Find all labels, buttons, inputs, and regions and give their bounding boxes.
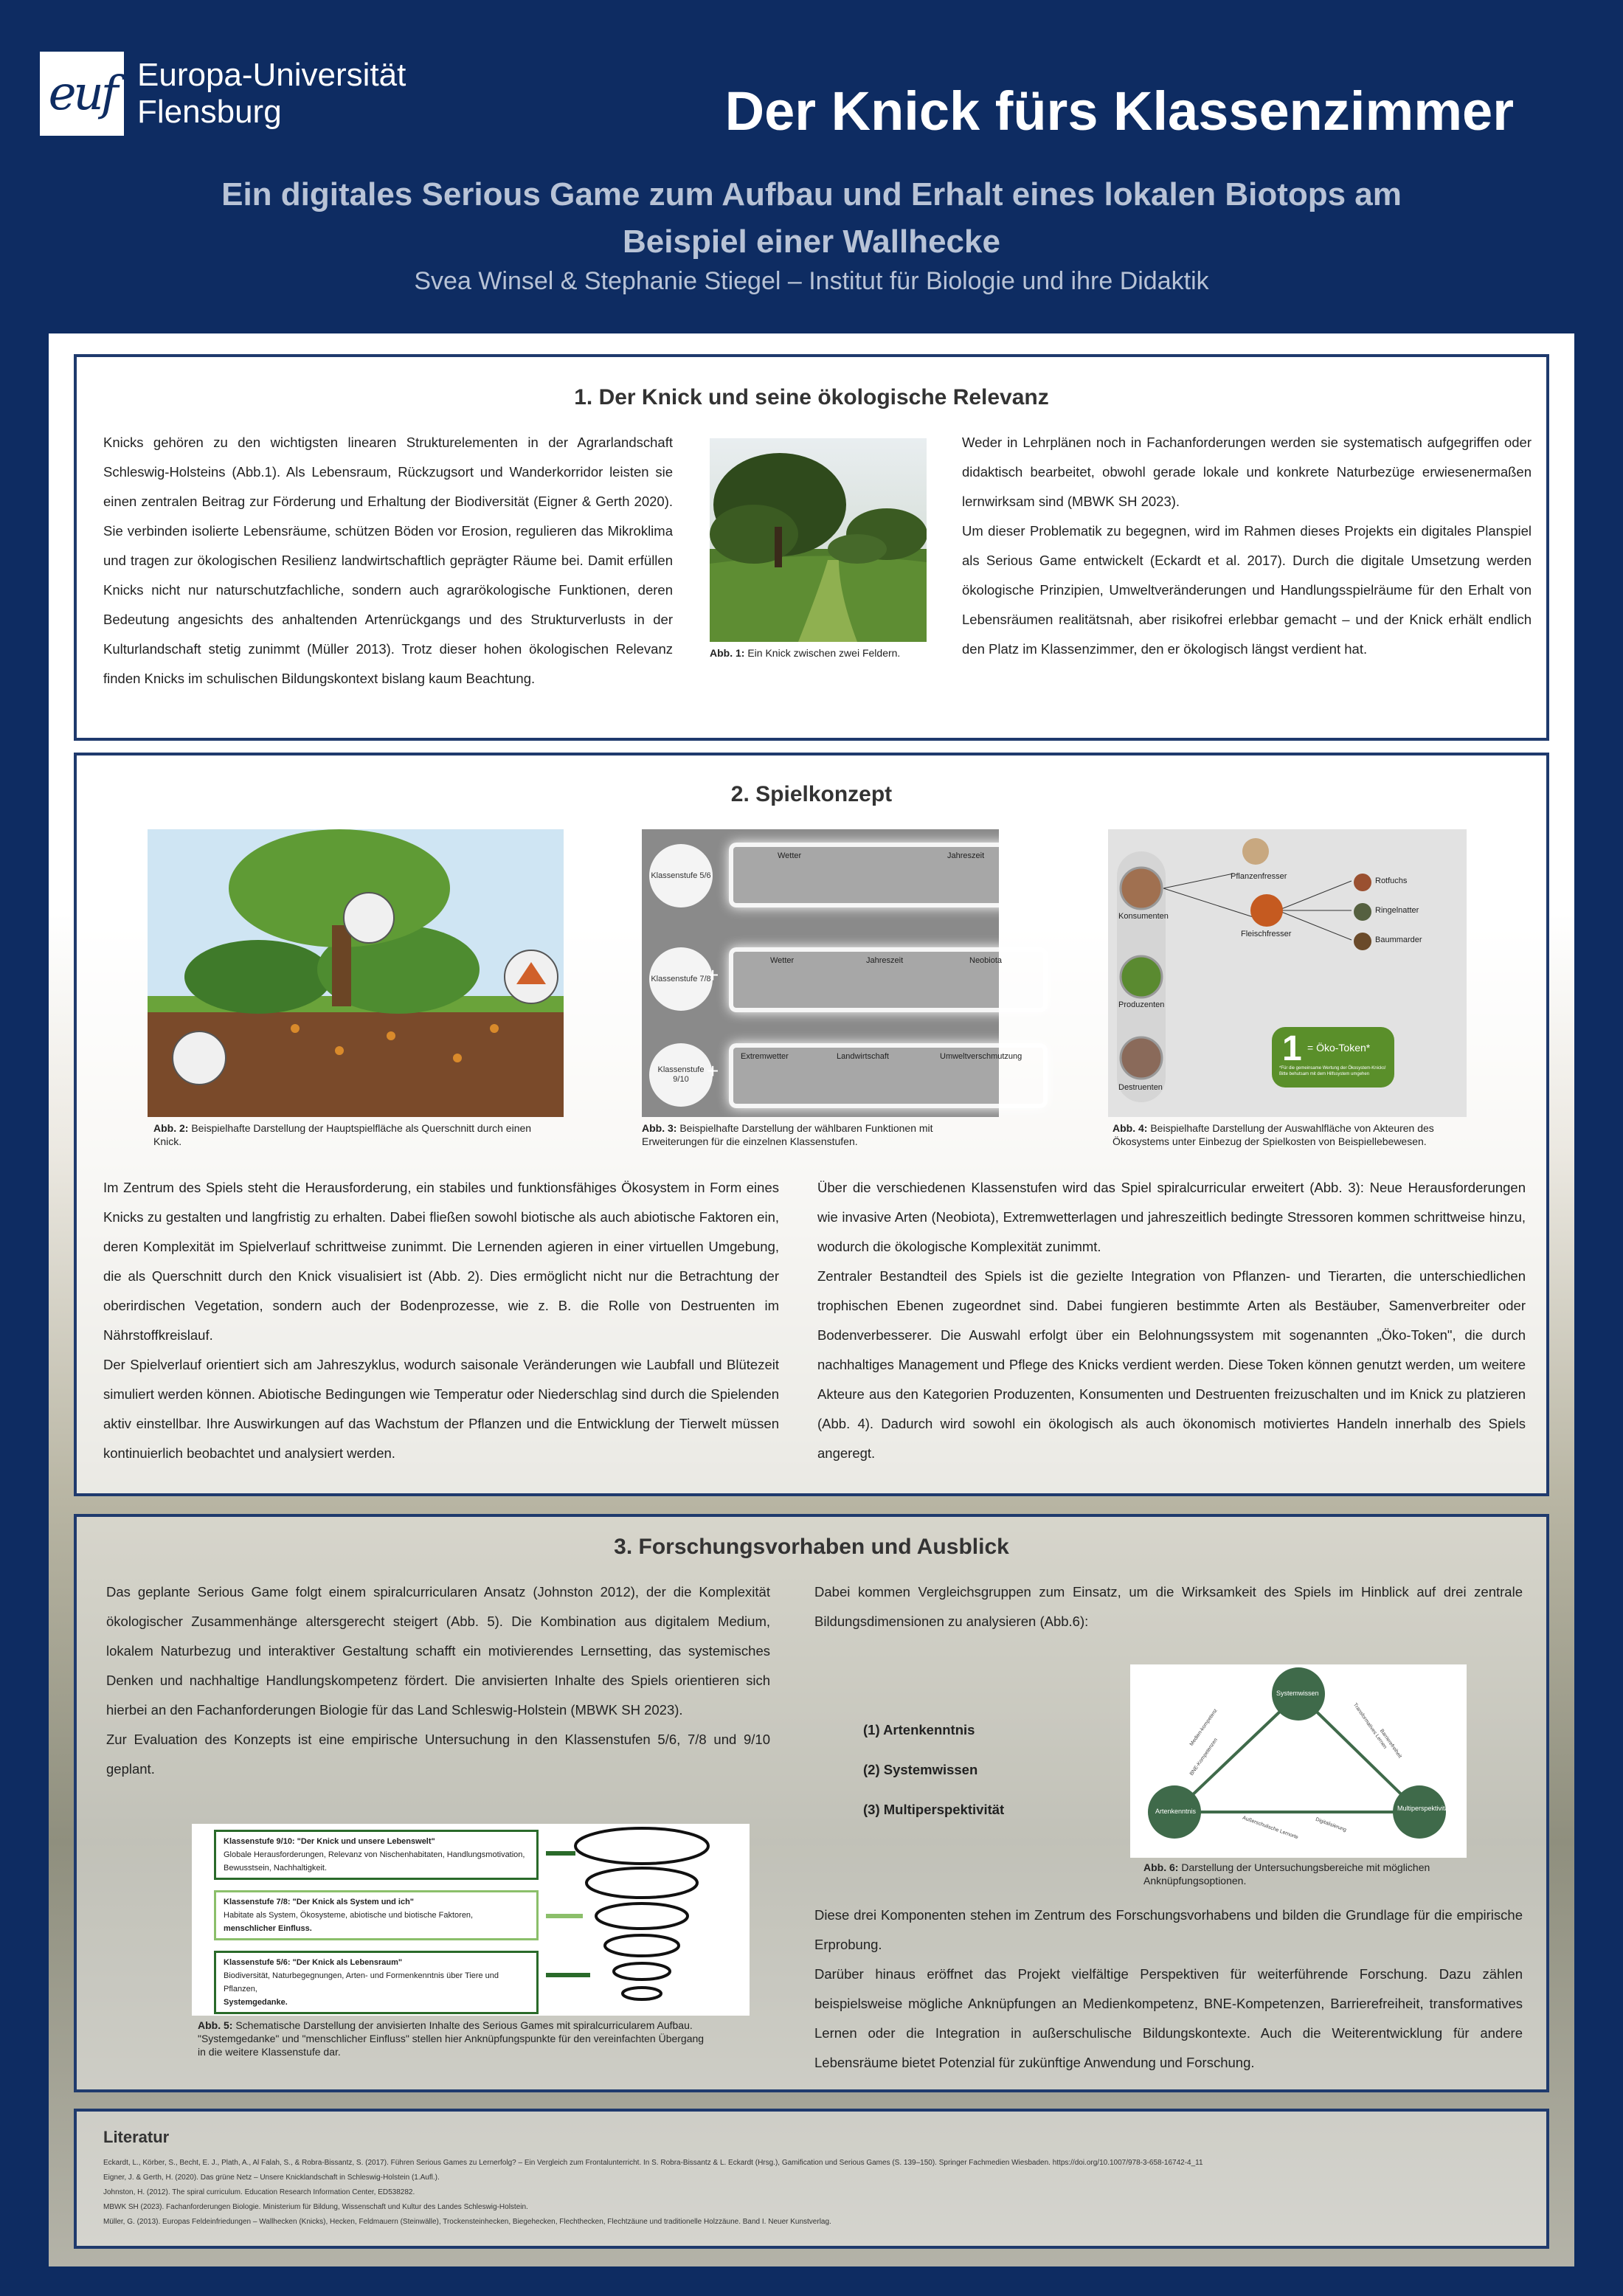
functions-diagram [642, 829, 1022, 1117]
edge-label: BNE-Kompetenzen [1188, 1737, 1219, 1777]
authors: Svea Winsel & Stephanie Stiegel – Institut für Biologie und ihre Didaktik [414, 267, 1209, 295]
section-1 [74, 354, 1549, 741]
functions-row-1: Wetter Jahreszeit [729, 843, 1048, 907]
level-9-10: Klassenstufe 9/10 [649, 1043, 713, 1107]
node-systemwissen: Systemwissen [1276, 1690, 1319, 1697]
level-5-6: Klassenstufe 5/6 [649, 844, 713, 907]
label-pflanzenfresser: Pflanzenfresser [1231, 872, 1287, 881]
fig6-caption: Abb. 6: Darstellung der Untersuchungsbereiche mit möglichen Anknüpfungsoptionen. [1143, 1861, 1430, 1887]
plus-icon: + [707, 1059, 719, 1082]
poster-sheet [49, 333, 1574, 2266]
knick-photo-svg [710, 438, 927, 642]
logo-mark: euf [40, 52, 124, 136]
dimension-item: (3) Multiperspektivität [863, 1802, 1005, 1817]
game-cross-section [148, 829, 564, 1117]
logo [40, 52, 406, 136]
label-konsumenten: Konsumenten [1118, 912, 1169, 921]
literature-ref: Eckardt, L., Körber, S., Becht, E. J., Plath, A., Al Falah, S., & Robra-Bissantz, S. (2017). Führen Serious Games zu Lernerfolg? – Ein Vergleich zum Frontalunterricht. In S. Robra-Bissantz & L. Eckardt (Hrsg.), Gamification und Serious Games (S. 139–150). Springer Fachmedien Wiesbaden. https://doi.org/10.1007/978-3-658-16742-4_11 [103, 2159, 1203, 2167]
label-fleischfresser: Fleischfresser [1241, 930, 1292, 938]
edge-label: Transformatives Lernen [1352, 1702, 1388, 1750]
fig3-caption: Abb. 3: Beispielhafte Darstellung der wählbaren Funktionen mit Erweiterungen für die einzelnen Klassenstufen. [642, 1122, 933, 1147]
token-label: = Öko-Token* [1307, 1042, 1371, 1054]
literature-ref: MBWK SH (2023). Fachanforderungen Biologie. Ministerium für Bildung, Wissenschaft und Kultur des Landes Schleswig-Holstein. [103, 2203, 528, 2211]
poster-subtitle: Ein digitales Serious Game zum Aufbau und Erhalt eines lokalen Biotops am Beispiel einer Wallhecke [221, 176, 1402, 260]
edge-label: Barrierefreiheit [1378, 1728, 1402, 1760]
token-number: 1 [1282, 1029, 1302, 1068]
literature-ref: Johnston, H. (2012). The spiral curriculum. Education Research Information Center, ED538282. [103, 2188, 415, 2196]
section-1-heading: 1. Der Knick und seine ökologische Relevanz [574, 385, 1049, 409]
label-destruenten: Destruenten [1118, 1083, 1163, 1092]
logo-line-1: Europa-Universität [137, 57, 406, 93]
plus-icon: + [707, 964, 719, 986]
game-cross-section-svg [148, 829, 564, 1117]
section-1-right-text: Weder in Lehrplänen noch in Fachanforderungen werden sie systematisch aufgegriffen oder didaktisch bearbeitet, obwohl gerade lokale und konkrete Naturbezüge erwiesenermaßen lernwirksam sind (MBWK SH 2023). Um dieser Problematik zu begegnen, wird im Rahmen dieses Projekts ein digitales Planspiel als Serious Game entwickelt (Eckardt et al. 2017). Durch die digitale Umsetzung werden ökologische Prinzipien, Umweltveränderungen und Handlungsspielräume für den Erhalt von Lebensräumen realitätsnah, aber risikofrei erlebbar gemacht – und der Knick erhält endlich den Platz im Klassenzimmer, den er ökologisch längst verdient hat. [962, 435, 1532, 657]
section-3 [74, 1514, 1549, 2092]
edge-label: Medien-kompetenz [1188, 1708, 1219, 1747]
dimension-list [863, 1710, 1055, 1830]
fig2-caption: Abb. 2: Beispielhafte Darstellung der Hauptspielfläche als Querschnitt durch einen Knick. [153, 1122, 532, 1147]
literature-ref: Eigner, J. & Gerth, H. (2020). Das grüne Netz – Unsere Knicklandschaft in Schleswig-Holstein (1.Aufl.). [103, 2174, 440, 2182]
label-rotfuchs: Rotfuchs [1375, 876, 1408, 885]
level-7-8: Klassenstufe 7/8 [649, 947, 713, 1011]
node-artenkenntnis: Artenkenntnis [1155, 1808, 1197, 1815]
spiral-diagram [192, 1824, 750, 2016]
section-3-left-text: Das geplante Serious Game folgt einem spiralcurricularen Ansatz (Johnston 2012), der die Komplexität ökologischer Zusammenhänge altersgerecht steigert (Abb. 5). Die Kombination aus digitalem Medium, lokalem Naturbezug und interaktiver Gestaltung schafft ein motivierendes Lernsetting, das systemisches Denken und nachhaltige Handlungskompetenz fördert. Die anvisierten Inhalte des Spiels orientieren sich hierbei an den Fachanforderungen Biologie für das Land Schleswig-Holstein (MBWK SH 2023). Zur Evaluation des Konzepts ist eine empirische Untersuchung in den Klassenstufen 5/6, 7/8 und 9/10 geplant. [106, 1584, 770, 1777]
level-box-9-10: Klassenstufe 9/10: "Der Knick und unsere Lebenswelt" Globale Herausforderungen, Relevanz von Nischenhabitaten, Handlungsmotivation, Bewusstsein, Nachhaltigkeit. [214, 1830, 539, 1880]
spiral-svg [546, 1824, 723, 2016]
functions-row-2: Wetter Jahreszeit Neobiota [729, 947, 1048, 1012]
actors-diagram [1108, 829, 1467, 1117]
level-box-5-6: Klassenstufe 5/6: "Der Knick als Lebensraum" Biodiversität, Naturbegegnungen, Arten- und Formenkenntnis über Tiere und Pflanzen, Systemgedanke. [214, 1951, 539, 2014]
edge-label: Digitalisierung [1315, 1816, 1347, 1833]
triangle-diagram [1130, 1664, 1467, 1858]
section-2-left-text: Im Zentrum des Spiels steht die Herausforderung, ein stabiles und funktionsfähiges Ökosystem in Form eines Knicks zu gestalten und langfristig zu erhalten. Dabei fließen sowohl biotische als auch abiotische Faktoren ein, deren Komplexität im Spielverlauf schrittweise zunimmt. Die Lernenden agieren in einer virtuellen Umgebung, die als Querschnitt durch den Knick visualisiert ist (Abb. 2). Dies ermöglicht nicht nur die Betrachtung der oberirdischen Vegetation, sondern auch der Bodenprozesse, wie z. B. die Rolle von Destruenten im Nährstoffkreislauf. Der Spielverlauf orientiert sich am Jahreszyklus, wodurch saisonale Veränderungen wie Laubfall und Blütezeit simuliert werden können. Abiotische Bedingungen wie Temperatur oder Niederschlag sind durch die Spielenden aktiv einstellbar. Ihre Auswirkungen auf das Wachstum der Pflanzen und die Entwicklung der Tierwelt müssen kontinuierlich beobachtet und analysiert werden. [103, 1180, 779, 1461]
section-2-heading: 2. Spielkonzept [730, 782, 893, 806]
literature-list [103, 2156, 1527, 2230]
label-baummarder: Baummarder [1375, 936, 1422, 944]
dimension-item: (1) Artenkenntnis [863, 1722, 975, 1737]
label-produzenten: Produzenten [1118, 1000, 1165, 1009]
literature-ref: Müller, G. (2013). Europas Feldeinfriedungen – Wallhecken (Knicks), Hecken, Feldmauern (Steinwälle), Trockensteinhecken, Biegehecken, Flechthecken, Flechtzäune und traditionelle Holzzäune. Band I. Neuer Kunstverlag. [103, 2218, 831, 2226]
node-multiperspektivitaet: Multiperspektivität [1397, 1805, 1451, 1812]
functions-row-3: Extremwetter Landwirtschaft Umweltverschmutzung [729, 1043, 1048, 1108]
literature-heading: Literatur [103, 2128, 170, 2146]
level-box-7-8: Klassenstufe 7/8: "Der Knick als System und ich" Habitate als System, Ökosysteme, abiotische und biotische Faktoren, menschlicher Einfluss. [214, 1890, 539, 1940]
section-3-right-text-2: Diese drei Komponenten stehen im Zentrum des Forschungsvorhabens und bilden die Grundlage für die empirische Erprobung. Darüber hinaus eröffnet das Projekt vielfältige Perspektiven für weiterführende Forschung. Dazu zählen beispielsweise mögliche Anknüpfungen an Medienkompetenz, BNE-Kompetenzen, Barrierefreiheit, transformatives Lernen oder die Integration in außerschulische Bildungskontexte. Auch die Weiterentwicklung für andere Lebensräume bietet Potenzial für zukünftige Anwendung und Forschung. [814, 1907, 1523, 2070]
section-3-heading: 3. Forschungsvorhaben und Ausblick [614, 1535, 1009, 1559]
fig4-caption: Abb. 4: Beispielhafte Darstellung der Auswahlfläche von Akteuren des Ökosystems unter Einbezug der Spielkosten von Beispiellebewesen. [1112, 1122, 1434, 1147]
dimension-item: (2) Systemwissen [863, 1762, 978, 1777]
knick-photo [710, 438, 927, 642]
section-3-right-text-1: Dabei kommen Vergleichsgruppen zum Einsatz, um die Wirksamkeit des Spiels im Hinblick auf drei zentrale Bildungsdimensionen zu analysieren (Abb.6): [814, 1584, 1523, 1629]
literature [74, 2109, 1549, 2249]
edge-label: Außerschulische Lernorte [1242, 1815, 1299, 1841]
section-2-right-text: Über die verschiedenen Klassenstufen wird das Spiel spiralcurricular erweitert (Abb. 3): Neue Herausforderungen wie invasive Arten (Neobiota), Extremwetterlagen und jahreszeitlich bedingte Stressoren kommen schrittweise hinzu, wodurch die ökologische Komplexität zunimmt. Zentraler Bestandteil des Spiels ist die gezielte Integration von Pflanzen- und Tierarten, die unterschiedlichen trophischen Ebenen zugeordnet sind. Dabei fungieren bestimmte Arten als Bestäuber, Samenverbreiter oder Bodenverbesserer. Die Auswahl erfolgt über ein Belohnungssystem mit sogenannten „Öko-Token", die durch nachhaltiges Management und Pflege des Knicks verdient werden. Diese Token können genutzt werden, um weitere Akteure aus den Kategorien Produzenten, Konsumenten und Destruenten freizuschalten und im Knick zu platzieren (Abb. 4). Dadurch wird sowohl ein ökologisch als auch ökonomisch motiviertes Handeln innerhalb des Spiels angeregt. [817, 1180, 1526, 1461]
label-ringelnatter: Ringelnatter [1375, 906, 1419, 915]
fig1-caption: Abb. 1: Ein Knick zwischen zwei Feldern. [710, 647, 901, 659]
section-2 [74, 753, 1549, 1496]
poster-title: Der Knick fürs Klassenzimmer [724, 80, 1514, 142]
logo-text [137, 57, 406, 131]
token-note: *Für die gemeinsame Wertung der Ökosystem-Knicks! Bitte behutsam mit dem Hilfssystem umgehen [1279, 1066, 1386, 1076]
fig5-caption: Abb. 5: Schematische Darstellung der anvisierten Inhalte des Serious Games mit spiralcurricularem Aufbau. "Systemgedanke" und "menschlicher Einfluss" stellen hier Anknüpfungspunkte für den vereinfachten Übergang in die weitere Klassenstufe dar. [198, 2019, 705, 2058]
section-1-left-text: Knicks gehören zu den wichtigsten linearen Strukturelementen in der Agrarlandschaft Schleswig-Holsteins (Abb.1). Als Lebensraum, Rückzugsort und Wanderkorridor leisten sie einen zentralen Beitrag zur Förderung und Erhaltung der Biodiversität (Eigner & Gerth 2020). Sie verbinden isolierte Lebensräume, schützen Böden vor Erosion, regulieren das Mikroklima und tragen zur ökologischen Resilienz landwirtschaftlich geprägter Räume bei. Damit erfüllen Knicks nicht nur naturschutzfachliche, sondern auch agrarökologische Funktionen, deren Bedeutung angesichts des anhaltenden Artenrückgangs und des Strukturverlusts in der Kulturlandschaft stetig zunimmt (Müller 2013). Trotz dieser hohen ökologischen Relevanz finden Knicks im schulischen Bildungskontext bislang kaum Beachtung. [103, 435, 673, 686]
logo-line-2: Flensburg [137, 94, 282, 130]
